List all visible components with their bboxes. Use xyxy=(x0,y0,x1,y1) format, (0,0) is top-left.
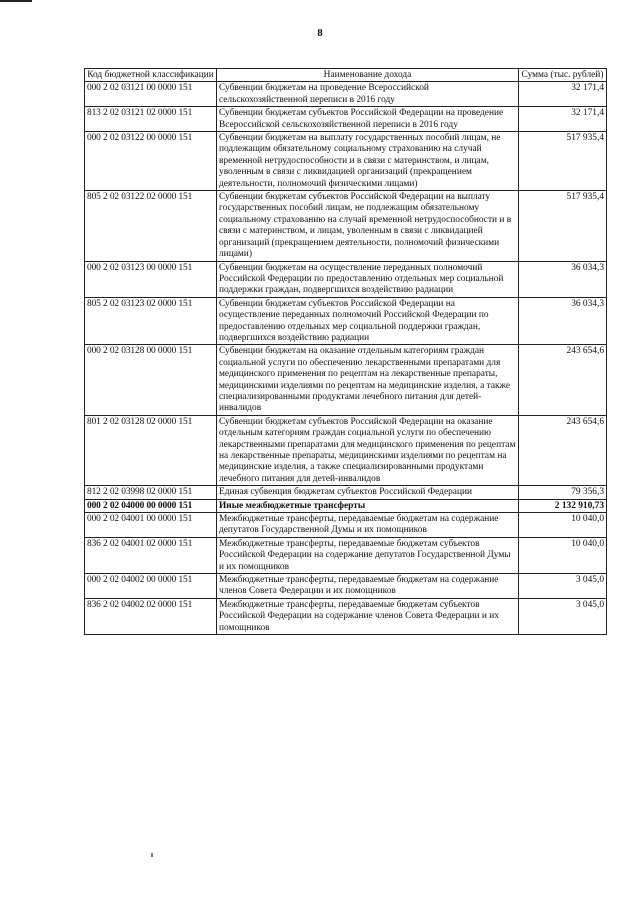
table-header-row xyxy=(85,69,607,82)
row-sum: 10 040,0 xyxy=(519,513,607,538)
table-row xyxy=(85,598,607,634)
table-row xyxy=(85,574,607,599)
row-sum: 10 040,0 xyxy=(519,537,607,573)
row-name: Иные межбюджетные трансферты xyxy=(217,499,519,512)
row-code: 000 2 02 04001 00 0000 151 xyxy=(85,513,217,538)
row-code: 000 2 02 03123 00 0000 151 xyxy=(85,261,217,297)
revenue-table xyxy=(84,68,607,635)
row-name: Субвенции бюджетам на осуществление переданных полномочий Российской Федерации по предоставлению отдельных мер социальной поддержки граждан, подвергшихся воздействию радиации xyxy=(217,261,519,297)
row-name: Межбюджетные трансферты, передаваемые бюджетам на содержание членов Совета Федерации и их помощников xyxy=(217,574,519,599)
row-name: Субвенции бюджетам на выплату государственных пособий лицам, не подлежащим обязательному социальному страхованию на случай временной нетрудоспособности и в связи с материнством, и лицам, уволенным в связи с ликвидацией организаций (прекращением деятельности, полномочий физическими лицами) xyxy=(217,132,519,191)
row-sum: 32 171,4 xyxy=(519,107,607,132)
page-number: 8 xyxy=(317,27,323,39)
scan-speck xyxy=(151,853,153,857)
row-sum: 79 356,3 xyxy=(519,486,607,499)
table-row xyxy=(85,261,607,297)
row-sum: 517 935,4 xyxy=(519,132,607,191)
row-code: 000 2 02 03128 00 0000 151 xyxy=(85,345,217,415)
table-row xyxy=(85,345,607,415)
row-code: 805 2 02 03122 02 0000 151 xyxy=(85,191,217,261)
row-name: Субвенции бюджетам субъектов Российской Федерации на проведение Всероссийской сельскохозяйственной переписи в 2016 году xyxy=(217,107,519,132)
row-name: Единая субвенция бюджетам субъектов Российской Федерации xyxy=(217,486,519,499)
row-sum: 36 034,3 xyxy=(519,261,607,297)
row-name: Субвенции бюджетам на оказание отдельным категориям граждан социальной услуги по обеспечению лекарственными препаратами для медицинского применения по рецептам на лекарственные препараты, медицинскими изделиями по рецептам на медицинские изделия, а также специализированными продуктами лечебного питания для детей-инвалидов xyxy=(217,345,519,415)
row-name: Межбюджетные трансферты, передаваемые бюджетам субъектов Российской Федерации на содержание членов Совета Федерации и их помощников xyxy=(217,598,519,634)
row-code: 812 2 02 03998 02 0000 151 xyxy=(85,486,217,499)
row-name: Субвенции бюджетам на проведение Всероссийской сельскохозяйственной переписи в 2016 году xyxy=(217,82,519,107)
row-name: Межбюджетные трансферты, передаваемые бюджетам на содержание депутатов Государственной Думы и их помощников xyxy=(217,513,519,538)
row-sum: 2 132 910,73 xyxy=(519,499,607,512)
row-code: 000 2 02 04000 00 0000 151 xyxy=(85,499,217,512)
row-name: Субвенции бюджетам субъектов Российской Федерации на оказание отдельным категориям граждан социальной услуги по обеспечению лекарственными препаратами для медицинского применения по рецептам на лекарственные препараты, медицинскими изделиями по рецептам на медицинские изделия, а также специализированными продуктами лечебного питания для детей-инвалидов xyxy=(217,415,519,485)
top-rule xyxy=(0,0,32,2)
table-row xyxy=(85,82,607,107)
table-row xyxy=(85,513,607,538)
row-name: Субвенции бюджетам субъектов Российской Федерации на выплату государственных пособий лицам, не подлежащим обязательному социальному страхованию на случай временной нетрудоспособности и в связи с материнством, и лицам, уволенным в связи с ликвидацией организаций (прекращением деятельности, полномочий физическими лицами) xyxy=(217,191,519,261)
header-sum: Сумма (тыс. рублей) xyxy=(519,69,607,82)
row-code: 000 2 02 04002 00 0000 151 xyxy=(85,574,217,599)
table-row xyxy=(85,107,607,132)
row-sum: 3 045,0 xyxy=(519,598,607,634)
table-row xyxy=(85,132,607,191)
table-row xyxy=(85,297,607,345)
table-row xyxy=(85,537,607,573)
row-sum: 243 654,6 xyxy=(519,415,607,485)
row-code: 000 2 02 03121 00 0000 151 xyxy=(85,82,217,107)
row-sum: 243 654,6 xyxy=(519,345,607,415)
row-name: Межбюджетные трансферты, передаваемые бюджетам субъектов Российской Федерации на содержание депутатов Государственной Думы и их помощников xyxy=(217,537,519,573)
header-name: Наименование дохода xyxy=(217,69,519,82)
row-sum: 36 034,3 xyxy=(519,297,607,345)
row-code: 836 2 02 04002 02 0000 151 xyxy=(85,598,217,634)
row-name: Субвенции бюджетам субъектов Российской Федерации на осуществление переданных полномочий Российской Федерации по предоставлению отдельных мер социальной поддержки граждан, подвергшихся воздействию радиации xyxy=(217,297,519,345)
row-code: 836 2 02 04001 02 0000 151 xyxy=(85,537,217,573)
table-row xyxy=(85,486,607,499)
row-code: 801 2 02 03128 02 0000 151 xyxy=(85,415,217,485)
table-row xyxy=(85,415,607,485)
row-code: 000 2 02 03122 00 0000 151 xyxy=(85,132,217,191)
row-code: 813 2 02 03121 02 0000 151 xyxy=(85,107,217,132)
header-code: Код бюджетной классификации xyxy=(85,69,217,82)
table-row-total xyxy=(85,499,607,512)
row-sum: 3 045,0 xyxy=(519,574,607,599)
row-code: 805 2 02 03123 02 0000 151 xyxy=(85,297,217,345)
row-sum: 32 171,4 xyxy=(519,82,607,107)
table-row xyxy=(85,191,607,261)
row-sum: 517 935,4 xyxy=(519,191,607,261)
